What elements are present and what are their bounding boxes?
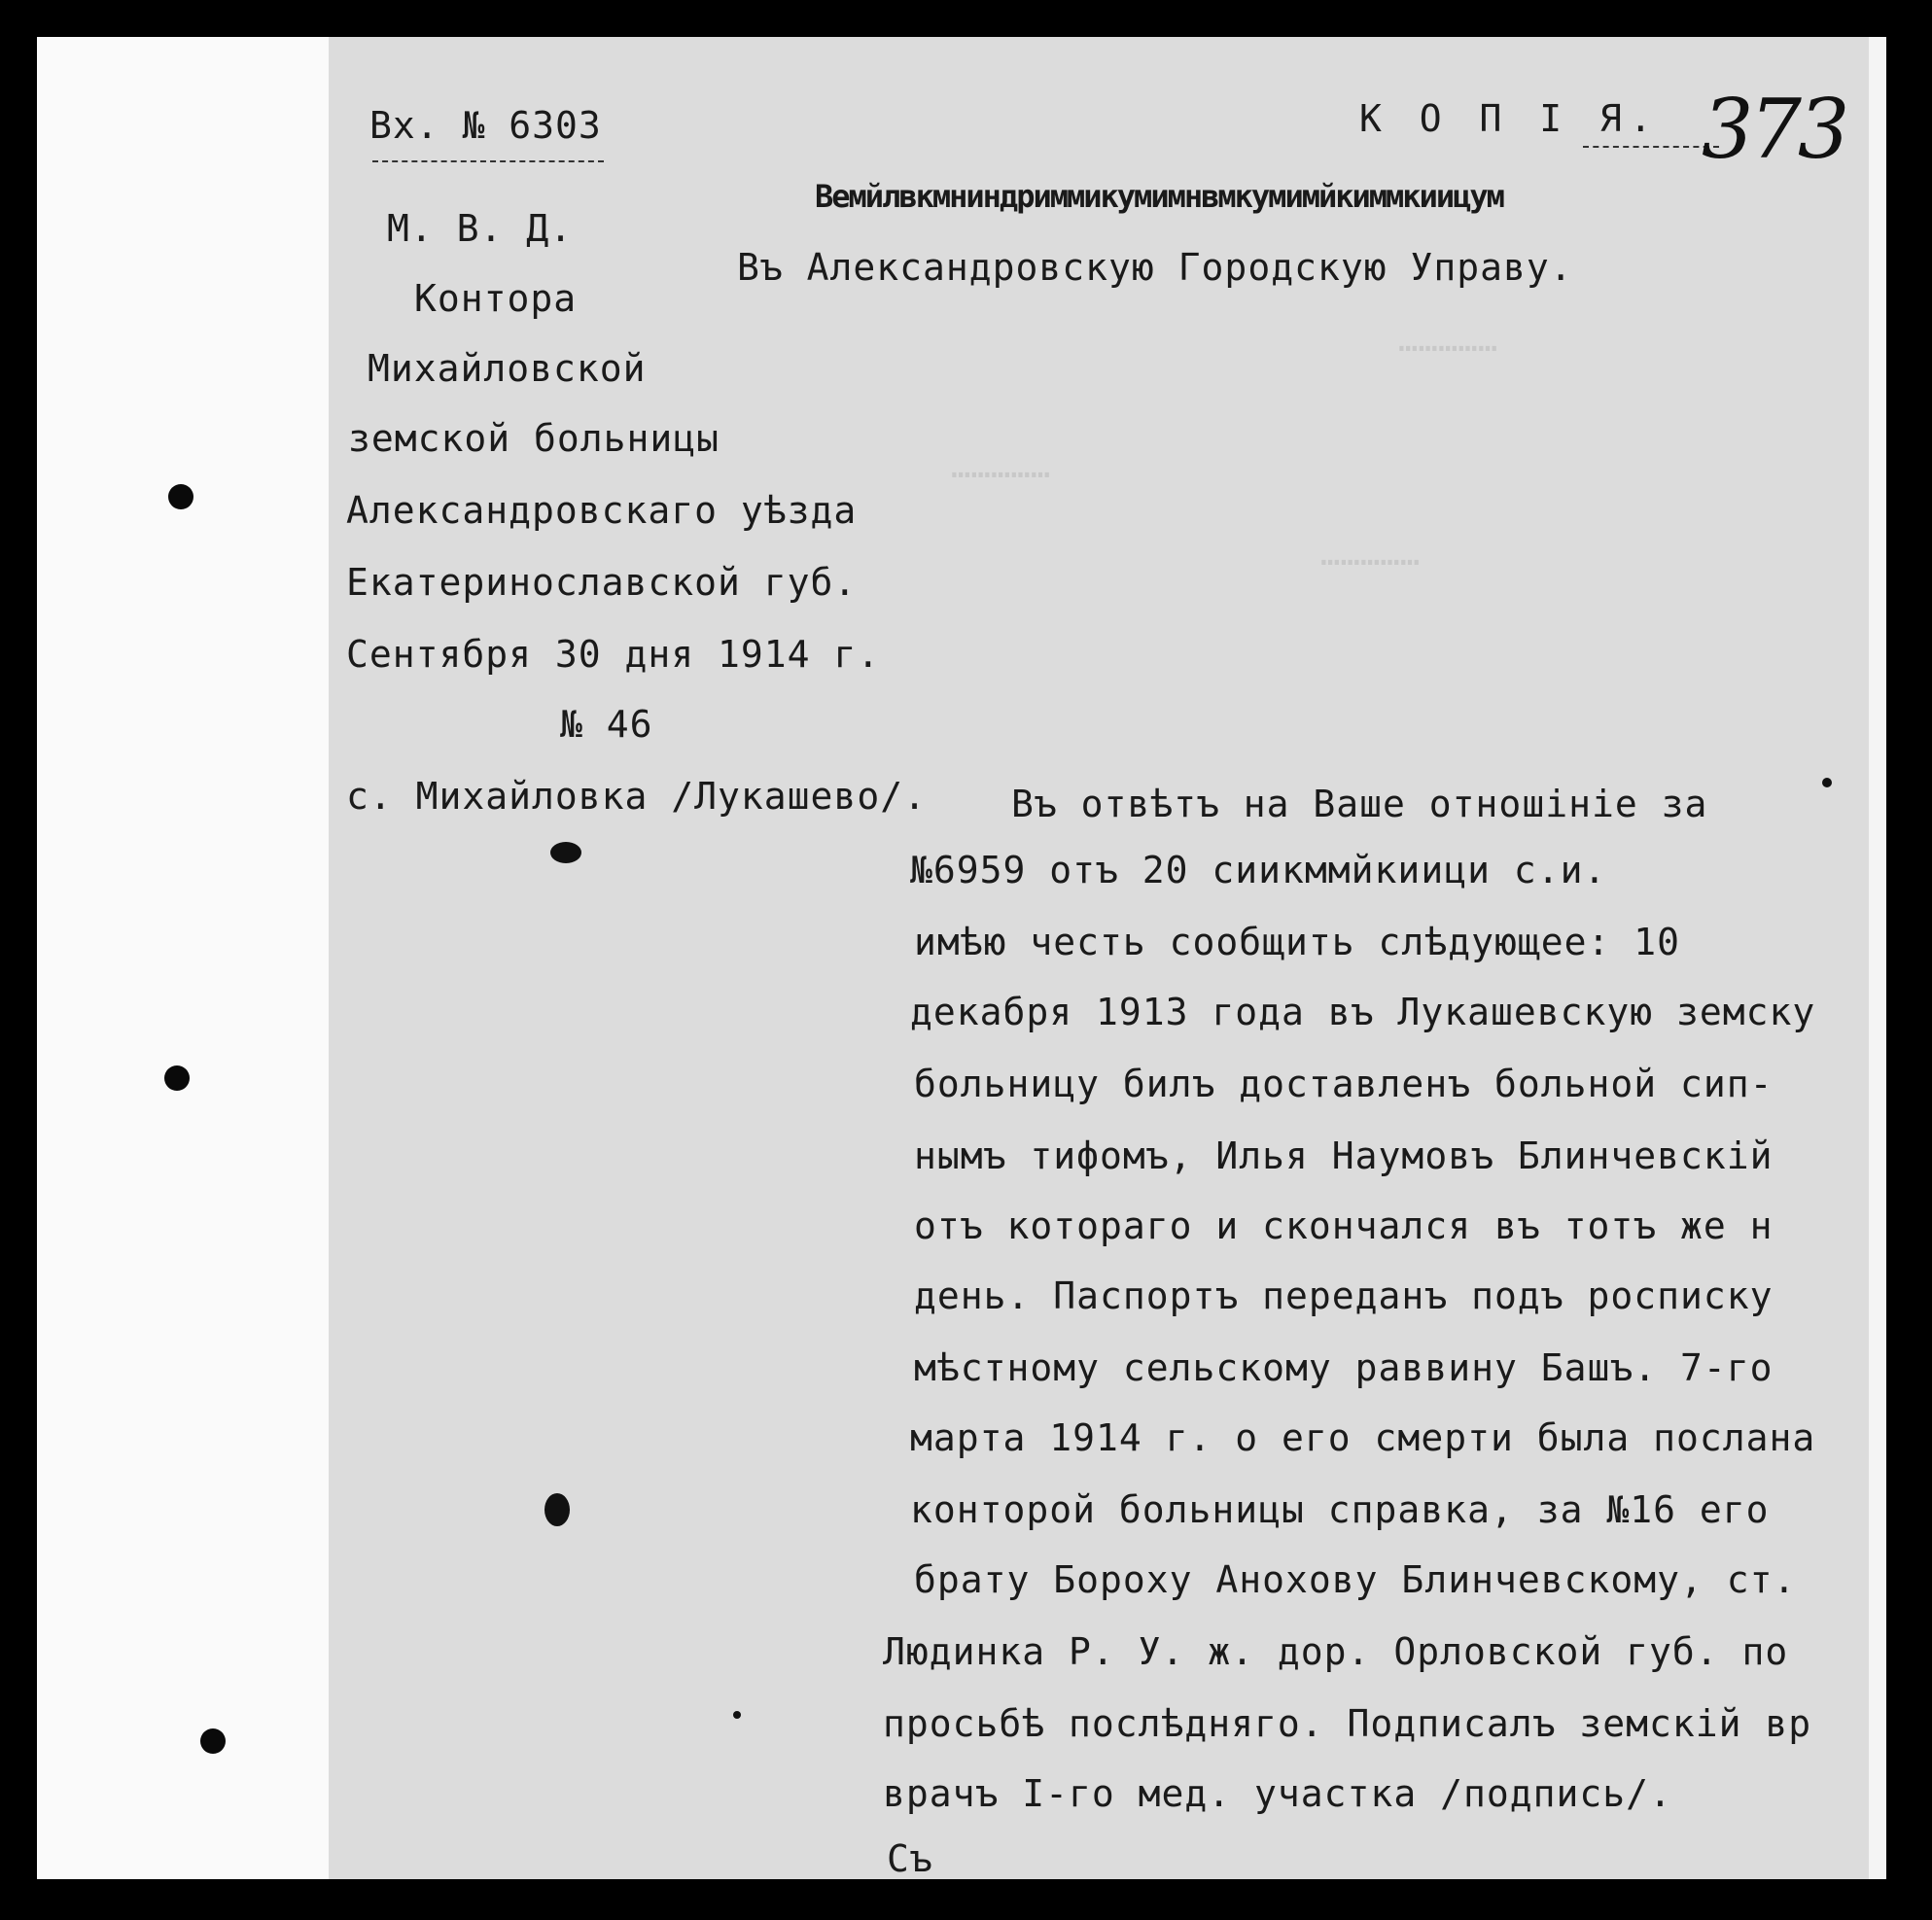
body-line: Людинка Р. У. ж. дор. Орловской губ. по [883, 1630, 1789, 1673]
incoming-number: Вх. № 6303 [369, 104, 602, 147]
body-line: декабря 1913 года въ Лукашевскую земску [910, 991, 1816, 1033]
bleed-through-mark: ⋯⋯⋯⋯⋯ [1320, 542, 1421, 581]
document-date: Сентября 30 дня 1914 г. [346, 633, 881, 676]
page-number: 373 [1702, 82, 1846, 177]
addressee: Въ Александровскую Городскую Управу. [737, 246, 1573, 289]
sender-district: Александровскаго уѣзда [346, 489, 858, 532]
body-line: врачъ I-го мед. участка /подпись/. [883, 1772, 1672, 1815]
struck-line: Вемйлвкмниндриммикумимнвмкумимйкиммкиицум [815, 178, 1503, 215]
body-line: имѣю честь сообщить слѣдующее: 10 [914, 921, 1680, 963]
punch-hole [200, 1728, 226, 1754]
body-line: №6959 отъ 20 сиикммйкиици с.и. [910, 849, 1607, 891]
sender-province: Екатеринославской губ. [346, 561, 858, 604]
bleed-through-mark: ⋯⋯⋯⋯⋯ [1398, 329, 1498, 367]
underline-rule [372, 160, 604, 162]
body-line: день. Паспортъ переданъ подъ росписку [914, 1274, 1774, 1317]
sender-line: земской больницы [348, 417, 720, 460]
body-line: брату Бороху Анохову Блинчевскому, ст. [914, 1558, 1797, 1601]
body-line: больницу билъ доставленъ больной сип- [914, 1063, 1774, 1105]
punch-hole [168, 484, 193, 509]
paper-edge [1869, 37, 1886, 1879]
body-line: просьбѣ послѣдняго. Подписалъ земскій вр [883, 1702, 1812, 1745]
sender-location: с. Михайловка /Лукашево/. [346, 775, 927, 818]
ink-smudge [733, 1711, 741, 1719]
body-line: Въ отвѣтъ на Ваше отношiніе за [1011, 783, 1708, 825]
ink-smudge [1822, 778, 1832, 787]
document-number: № 46 [560, 703, 653, 746]
sender-office: Контора [414, 277, 578, 320]
punch-hole [164, 1065, 190, 1091]
underline-rule [1583, 146, 1719, 148]
ink-smudge [550, 842, 581, 863]
copy-label: К О П І Я. [1359, 97, 1660, 140]
ink-smudge [544, 1493, 570, 1526]
body-line: Съ [887, 1837, 933, 1879]
body-line: марта 1914 г. о его смерти была послана [910, 1416, 1816, 1459]
scanned-document [37, 37, 1886, 1879]
sender-line: Михайловской [368, 347, 647, 390]
body-line: мѣстному сельскому раввину Башъ. 7-го [914, 1346, 1774, 1389]
body-line: нымъ тифомъ, Илья Наумовъ Блинчевскій [914, 1135, 1774, 1177]
ministry-abbrev: М. В. Д. [387, 207, 574, 250]
bleed-through-mark: ⋯⋯⋯⋯⋯ [951, 455, 1051, 494]
body-line: отъ котораго и скончался въ тотъ же н [914, 1204, 1774, 1247]
body-line: конторой больницы справка, за №16 его [910, 1488, 1770, 1531]
binding-strip [37, 37, 329, 1879]
